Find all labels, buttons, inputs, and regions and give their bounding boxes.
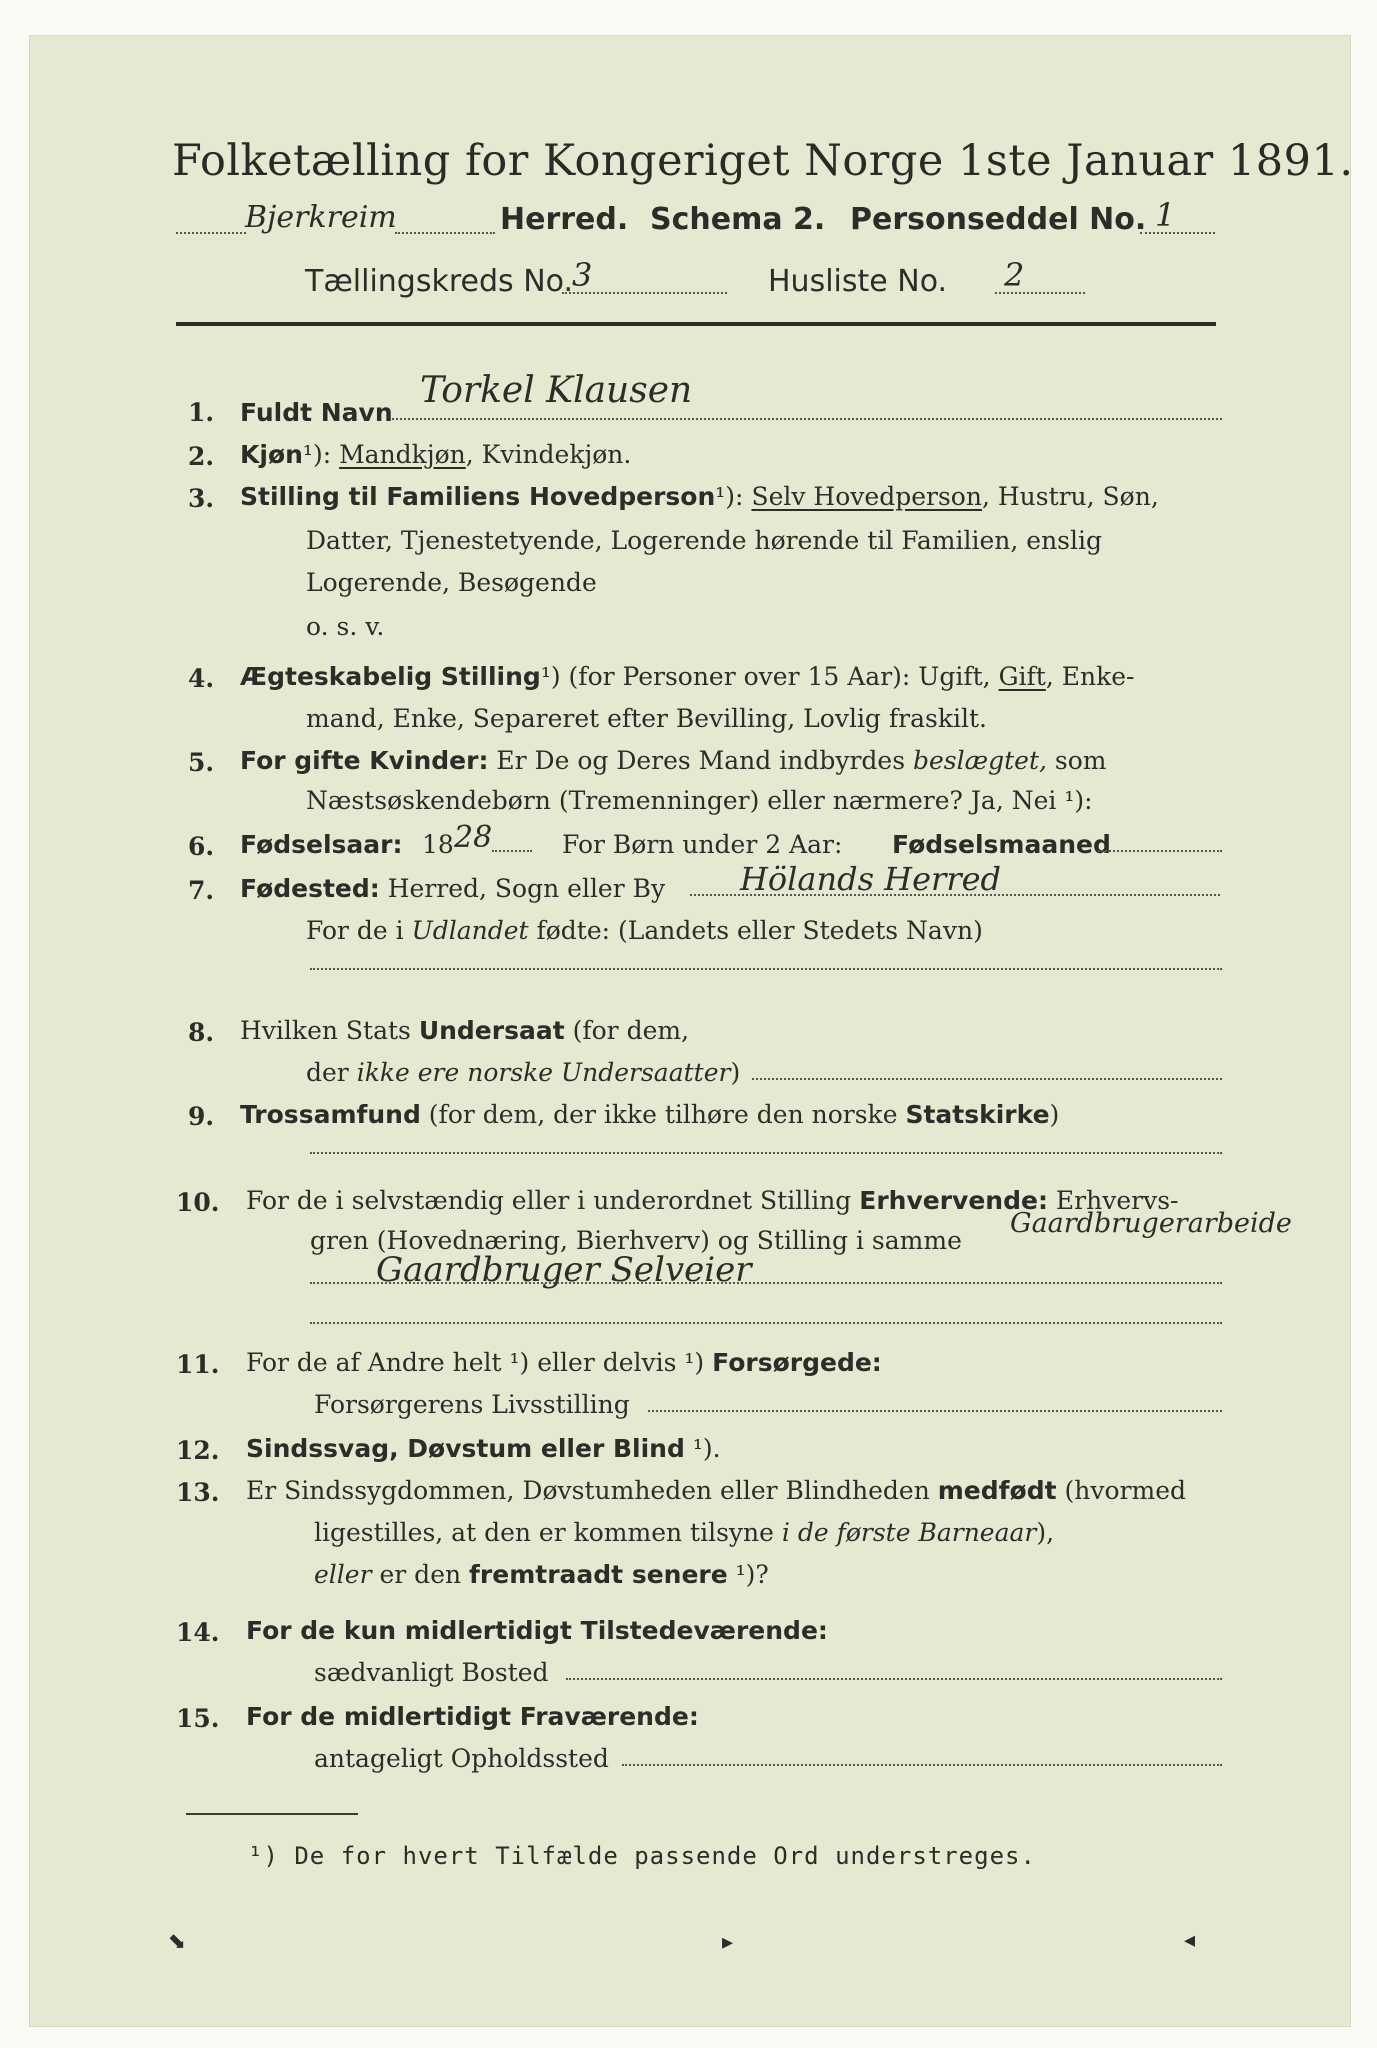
q5-line2: Næstsøskendebørn (Tremenninger) eller nærmere? Ja, Nei ¹): bbox=[306, 786, 1093, 815]
q9-text: (for dem, der ikke tilhøre den norske bbox=[420, 1100, 906, 1129]
form-title: Folketælling for Kongeriget Norge 1ste Januar 1891. bbox=[172, 136, 1354, 186]
dotted-line bbox=[395, 232, 495, 234]
q13-line2-italic: i de første Barneaar bbox=[781, 1518, 1037, 1547]
footnote-ref: ¹): bbox=[715, 482, 744, 511]
q10-value2: Gaardbruger Selveier bbox=[376, 1250, 752, 1290]
q10-rest: Erhvervs- bbox=[1047, 1186, 1179, 1215]
q6-year-prefix: 18 bbox=[422, 830, 454, 859]
q3-line bbox=[240, 482, 1159, 511]
q13-line2 bbox=[314, 1518, 1054, 1547]
q9-bold: Statskirke bbox=[905, 1100, 1050, 1129]
q2-label: Kjøn bbox=[240, 440, 303, 469]
dotted-line bbox=[566, 1678, 1222, 1680]
item-number: 15. bbox=[176, 1704, 220, 1733]
q8-rest: (for dem, bbox=[564, 1016, 690, 1045]
footnote-ref: ¹) bbox=[540, 662, 561, 691]
q8-line2-text: der bbox=[306, 1058, 357, 1087]
q7-line2 bbox=[306, 916, 983, 945]
schema-label: Schema 2. bbox=[650, 202, 826, 237]
q7-label: Fødested: bbox=[240, 874, 380, 903]
q6-label: Fødselsaar: bbox=[240, 830, 403, 859]
q3-selected-option: Selv Hovedperson bbox=[751, 482, 982, 511]
husliste-label: Husliste No. bbox=[768, 264, 948, 299]
q9-rest: ) bbox=[1049, 1100, 1060, 1129]
q8-line2-rest: ) bbox=[730, 1058, 741, 1087]
q11-label: Forsørgede: bbox=[712, 1348, 882, 1377]
q7-line2-italic: Udlandet bbox=[411, 916, 529, 945]
herred-value: Bjerkreim bbox=[245, 200, 397, 235]
q6-year-value: 28 bbox=[454, 820, 493, 855]
q8-label: Undersaat bbox=[418, 1016, 565, 1045]
kreds-label: Tællingskreds No. bbox=[305, 264, 573, 299]
q2-selected-option: Mandkjøn bbox=[339, 440, 466, 469]
q13-line bbox=[246, 1476, 1186, 1505]
item-number: 4. bbox=[188, 664, 215, 693]
q5-text: Er De og Deres Mand indbyrdes bbox=[488, 746, 913, 775]
q3-line2: Datter, Tjenestetyende, Logerende hørende til Familien, enslig bbox=[306, 526, 1103, 555]
q1-name-value: Torkel Klausen bbox=[420, 370, 693, 411]
q2-line bbox=[240, 440, 631, 469]
husliste-value: 2 bbox=[1004, 256, 1025, 294]
q4-line bbox=[240, 662, 1134, 691]
q8-text: Hvilken Stats bbox=[240, 1016, 419, 1045]
footnote: ¹) De for hvert Tilfælde passende Ord understreges. bbox=[248, 1842, 1036, 1870]
q7-line bbox=[240, 874, 665, 903]
kreds-value: 3 bbox=[572, 256, 593, 294]
herred-label: Herred. bbox=[500, 202, 629, 237]
q13-line3 bbox=[314, 1560, 769, 1589]
q8-line bbox=[240, 1016, 689, 1045]
item-number: 8. bbox=[188, 1018, 215, 1047]
q10-line2: gren (Hovednæring, Bierhverv) og Stilling i samme bbox=[310, 1226, 962, 1255]
item-number: 1. bbox=[188, 398, 215, 427]
q13-line2-rest: ), bbox=[1036, 1518, 1055, 1547]
item-number: 5. bbox=[188, 748, 215, 777]
q11-line bbox=[246, 1348, 882, 1377]
registration-mark: ◂ bbox=[1184, 1928, 1196, 1953]
dotted-line bbox=[310, 1152, 1222, 1154]
item-number: 10. bbox=[176, 1188, 220, 1217]
q13-label: medfødt bbox=[937, 1476, 1057, 1505]
dotted-line bbox=[310, 1282, 1222, 1284]
q8-line2-italic: ikke ere norske Undersaatter bbox=[356, 1058, 731, 1087]
q13-line3-text: er den bbox=[371, 1560, 470, 1589]
q7-birthplace-value: Hölands Herred bbox=[740, 860, 1002, 898]
q4-text: (for Personer over 15 Aar): Ugift, bbox=[560, 662, 999, 691]
dotted-line bbox=[1140, 232, 1215, 234]
q1-label: Fuldt Navn bbox=[240, 398, 393, 427]
item-number: 3. bbox=[188, 484, 215, 513]
item-number: 14. bbox=[176, 1618, 220, 1647]
q15-line2: antageligt Opholdssted bbox=[314, 1744, 609, 1773]
item-number: 11. bbox=[176, 1350, 220, 1379]
q13-line3-rest: ¹)? bbox=[727, 1560, 769, 1589]
q3-line3: Logerende, Besøgende bbox=[306, 568, 597, 597]
dotted-line bbox=[562, 292, 727, 294]
q13-line2-text: ligestilles, at den er kommen tilsyne bbox=[314, 1518, 782, 1547]
q7-line2-rest: fødte: (Landets eller Stedets Navn) bbox=[528, 916, 983, 945]
q3-line4: o. s. v. bbox=[306, 612, 385, 641]
q13-text: Er Sindssygdommen, Døvstumheden eller Blindheden bbox=[246, 1476, 938, 1505]
q2-rest: , Kvindekjøn. bbox=[465, 440, 632, 469]
q13-line3-bold: fremtraadt senere bbox=[469, 1560, 728, 1589]
dotted-line bbox=[176, 232, 246, 234]
personseddel-value: 1 bbox=[1155, 196, 1176, 234]
footnote-ref: ¹): bbox=[302, 440, 332, 469]
q10-label: Erhvervende: bbox=[859, 1186, 1048, 1215]
dotted-line bbox=[310, 1322, 1222, 1324]
item-number: 12. bbox=[176, 1436, 220, 1465]
q3-rest: , Hustru, Søn, bbox=[981, 482, 1159, 511]
dotted-line bbox=[392, 418, 1222, 420]
dotted-line bbox=[995, 292, 1085, 294]
q4-line2: mand, Enke, Separeret efter Bevilling, Lovlig fraskilt. bbox=[306, 704, 987, 733]
registration-mark: ▸ bbox=[722, 1930, 734, 1955]
dotted-line bbox=[1098, 850, 1222, 852]
dotted-line bbox=[310, 968, 1222, 970]
q9-label: Trossamfund bbox=[240, 1100, 421, 1129]
q5-rest: som bbox=[1046, 746, 1107, 775]
q10-value1: Gaardbrugerarbeide bbox=[1010, 1208, 1292, 1239]
q13-rest: (hvormed bbox=[1056, 1476, 1186, 1505]
q4-label: Ægteskabelig Stilling bbox=[240, 662, 541, 691]
registration-mark: ⬊ bbox=[168, 1930, 187, 1955]
dotted-line bbox=[492, 850, 532, 852]
q13-line3-italic: eller bbox=[314, 1560, 372, 1589]
q10-text: For de i selvstændig eller i underordnet Stilling bbox=[246, 1186, 860, 1215]
personseddel-label: Personseddel No. bbox=[850, 202, 1147, 237]
item-number: 2. bbox=[188, 442, 215, 471]
q12-rest: ¹). bbox=[684, 1434, 721, 1463]
q3-label: Stilling til Familiens Hovedperson bbox=[240, 482, 716, 511]
footnote-rule bbox=[186, 1813, 358, 1815]
q4-rest: , Enke- bbox=[1045, 662, 1135, 691]
q5-italic: beslægtet, bbox=[913, 746, 1047, 775]
q4-selected-option: Gift bbox=[998, 662, 1046, 691]
item-number: 13. bbox=[176, 1478, 220, 1507]
item-number: 6. bbox=[188, 832, 215, 861]
q15-label: For de midlertidigt Fraværende: bbox=[246, 1702, 699, 1731]
q5-line bbox=[240, 746, 1107, 775]
dotted-line bbox=[648, 1410, 1222, 1412]
q8-line2 bbox=[306, 1058, 740, 1087]
q14-label: For de kun midlertidigt Tilstedeværende: bbox=[246, 1616, 828, 1645]
item-number: 7. bbox=[188, 876, 215, 905]
q11-line2: Forsørgerens Livsstilling bbox=[314, 1390, 630, 1419]
q12-label: Sindssvag, Døvstum eller Blind bbox=[246, 1434, 685, 1463]
q12-line bbox=[246, 1434, 721, 1463]
dotted-line bbox=[622, 1764, 1222, 1766]
q6-label2: For Børn under 2 Aar: bbox=[562, 830, 843, 859]
q6-label3: Fødselsmaaned bbox=[892, 830, 1111, 859]
q14-line2: sædvanligt Bosted bbox=[314, 1658, 549, 1687]
item-number: 9. bbox=[188, 1102, 215, 1131]
q7-line2-text: For de i bbox=[306, 916, 412, 945]
q9-line bbox=[240, 1100, 1059, 1129]
q11-text: For de af Andre helt ¹) eller delvis ¹) bbox=[246, 1348, 713, 1377]
dotted-line bbox=[752, 1078, 1222, 1080]
header-rule bbox=[176, 322, 1216, 326]
q5-label: For gifte Kvinder: bbox=[240, 746, 489, 775]
q7-text: Herred, Sogn eller By bbox=[379, 874, 666, 903]
